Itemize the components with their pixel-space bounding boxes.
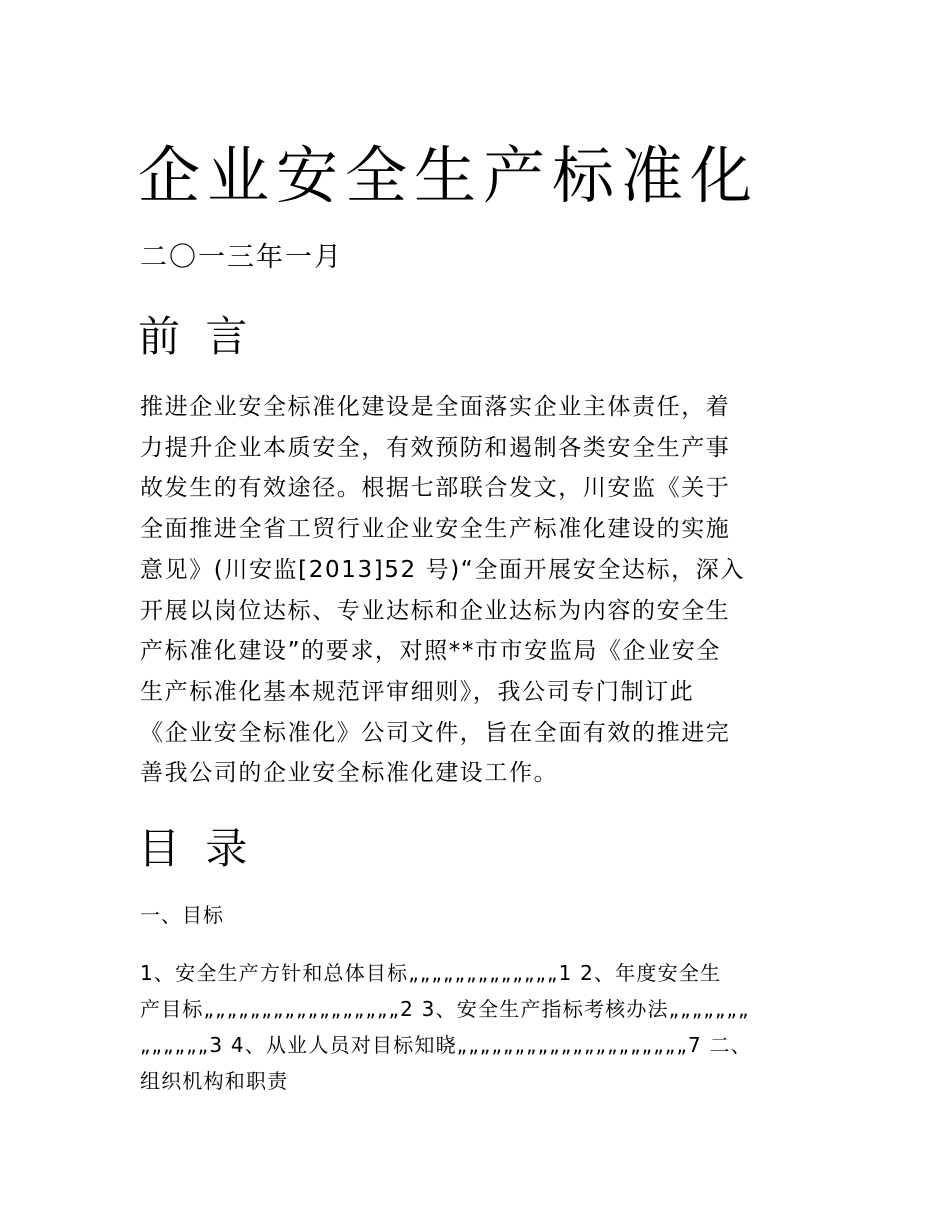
toc-heading: 目 录 xyxy=(138,824,254,873)
preface-line: 推进企业安全标准化建设是全面落实企业主体责任，着 xyxy=(140,394,731,420)
document-title: 企业安全生产标准化 xyxy=(138,139,760,212)
preface-line: 《企业安全标准化》公司文件，旨在全面有效的推进完 xyxy=(140,719,731,746)
preface-line: 意见》(川安监[2013]52 号)“全面开展安全达标，深入 xyxy=(140,556,745,583)
toc-entries xyxy=(140,955,830,1099)
toc-chapter-title: 一、目标 xyxy=(140,903,224,927)
toc-line: 产目标„„„„„„„„„„„„„„„„„2 3、安全生产指标考核办法„„„„„„„ xyxy=(140,997,750,1021)
preface-line: 故发生的有效途径。根据七部联合发文，川安监《关于 xyxy=(140,475,731,502)
preface-line: 全面推进全省工贸行业企业安全生产标准化建设的实施 xyxy=(140,516,731,543)
preface-line: 开展以岗位达标、专业达标和企业达标为内容的安全生 xyxy=(140,597,731,624)
toc-line: 1、安全生产方针和总体目标„„„„„„„„„„„„„1 2、年度安全生 xyxy=(140,961,722,985)
document-date: 二〇一三年一月 xyxy=(140,242,343,273)
preface-line: 善我公司的企业安全标准化建设工作。 xyxy=(140,760,559,787)
preface-heading: 前 言 xyxy=(138,312,254,361)
toc-line: 组织机构和职责 xyxy=(140,1069,289,1093)
preface-line: 力提升企业本质安全，有效预防和遏制各类安全生产事 xyxy=(140,434,731,461)
toc-line: „„„„„„3 4、从业人员对目标知晓„„„„„„„„„„„„„„„„„„„„7 二、 xyxy=(140,1033,752,1057)
preface-line: 生产标准化基本规范评审细则》，我公司专门制订此 xyxy=(140,678,695,705)
preface-paragraph xyxy=(140,387,830,794)
preface-line: 产标准化建设”的要求，对照**市市安监局《企业安全 xyxy=(140,638,721,665)
